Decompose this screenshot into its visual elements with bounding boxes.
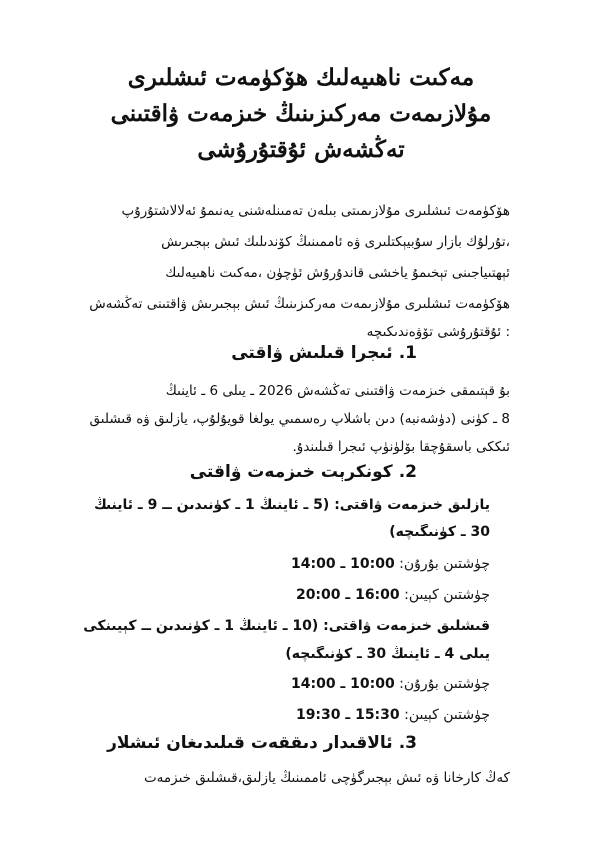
section-1-number: 1. (398, 343, 417, 363)
title-line-2: مۇلازىمەت مەركىزىنىڭ خىزمەت ۋاقتىنى (110, 100, 492, 127)
section-3-heading (107, 733, 417, 753)
summer-afternoon-label: چۈشتىن كېيىن: (404, 587, 490, 603)
summer-afternoon-hours (296, 587, 490, 603)
section-2-number: 2. (398, 462, 417, 482)
intro-line-1: ھۆكۈمەت ئىشلىرى مۇلازىمىتى بىلەن تەمىنلەشنى يەنىمۇ ئەلالاشتۇرۇپ (121, 203, 510, 219)
section-3-line-1: كەڭ كارخانا ۋە ئىش بېجىرگۈچى ئاممىنىڭ يازلىق،قىشلىق خىزمەت (143, 770, 510, 786)
summer-afternoon-time: 16:00 ـ 20:00 (295, 587, 400, 603)
summer-period-line-1: يازلىق خىزمەت ۋاقتى: (5 ـ ئاينىڭ 1 ـ كۈنىدىن ــ 9 ـ ئاينىڭ (94, 497, 490, 513)
winter-period-line-2: يىلى 4 ـ ئاينىڭ 30 ـ كۈنىگىچە) (285, 646, 490, 662)
section-2-title: كونكرېت خىزمەت ۋاقتى (189, 462, 393, 482)
intro-line-5: : ئۇقتۇرۇشى تۆۋەندىكىچە (366, 324, 510, 340)
winter-morning-hours (291, 676, 490, 692)
page-title (70, 60, 532, 168)
winter-afternoon-hours (296, 707, 490, 723)
section-2-heading (190, 462, 417, 482)
section-1-line-2: 8 ـ كۈنى (دۈشەنبە) دىن باشلاپ رەسمىي يولغا قويۇلۇپ، يازلىق ۋە قىشلىق (89, 411, 510, 427)
section-1-line-3: ئىككى باسقۇچقا بۆلۈنۈپ ئىجرا قىلىندۇ. (292, 439, 510, 455)
intro-line-3: ئېھتىياجىنى تېخىمۇ ياخشى قاندۇرۇش ئۈچۈن ،مەكىت ناھىيەلىك (165, 265, 510, 281)
section-1-heading (231, 343, 417, 363)
summer-morning-label: چۈشتىن بۇرۇن: (399, 556, 490, 572)
title-line-3: تەڭشەش ئۇقتۇرۇشى (197, 136, 405, 163)
section-3-title: ئالاقىدار دىققەت قىلىدىغان ئىشلار (107, 733, 393, 753)
intro-line-4: ھۆكۈمەت ئىشلىرى مۇلازىمەت مەركىزىنىڭ ئىش بېجىرىش ۋاقتىنى تەڭشەش (89, 296, 510, 312)
section-3-number: 3. (398, 733, 417, 753)
summer-morning-hours (291, 556, 490, 572)
summer-morning-time: 10:00 ـ 14:00 (291, 556, 395, 572)
winter-afternoon-label: چۈشتىن كېيىن: (404, 707, 490, 723)
winter-afternoon-time: 15:30 ـ 19:30 (295, 707, 400, 723)
title-line-1: مەكىت ناھىيەلىك ھۆكۈمەت ئىشلىرى (127, 64, 475, 91)
winter-morning-time: 10:00 ـ 14:00 (291, 676, 395, 692)
section-1-line-1: بۇ قېتىمقى خىزمەت ۋاقتىنى تەڭشەش 2026 ـ يىلى 6 ـ ئاينىڭ (165, 383, 510, 399)
intro-line-2: ،تۇرلۇك بازار سۇبيېكتلىرى ۋە ئاممىنىڭ كۆندىلىك ئىش بېجىرىش (161, 234, 510, 250)
section-1-title: ئىجرا قىلىش ۋاقتى (231, 343, 393, 363)
winter-period-line-1: قىشلىق خىزمەت ۋاقتى: (10 ـ ئاينىڭ 1 ـ كۈنىدىن ــ كېيىنكى (83, 618, 490, 634)
winter-morning-label: چۈشتىن بۇرۇن: (399, 676, 490, 692)
summer-period-line-2: 30 ـ كۈنىگىچە) (389, 524, 490, 540)
